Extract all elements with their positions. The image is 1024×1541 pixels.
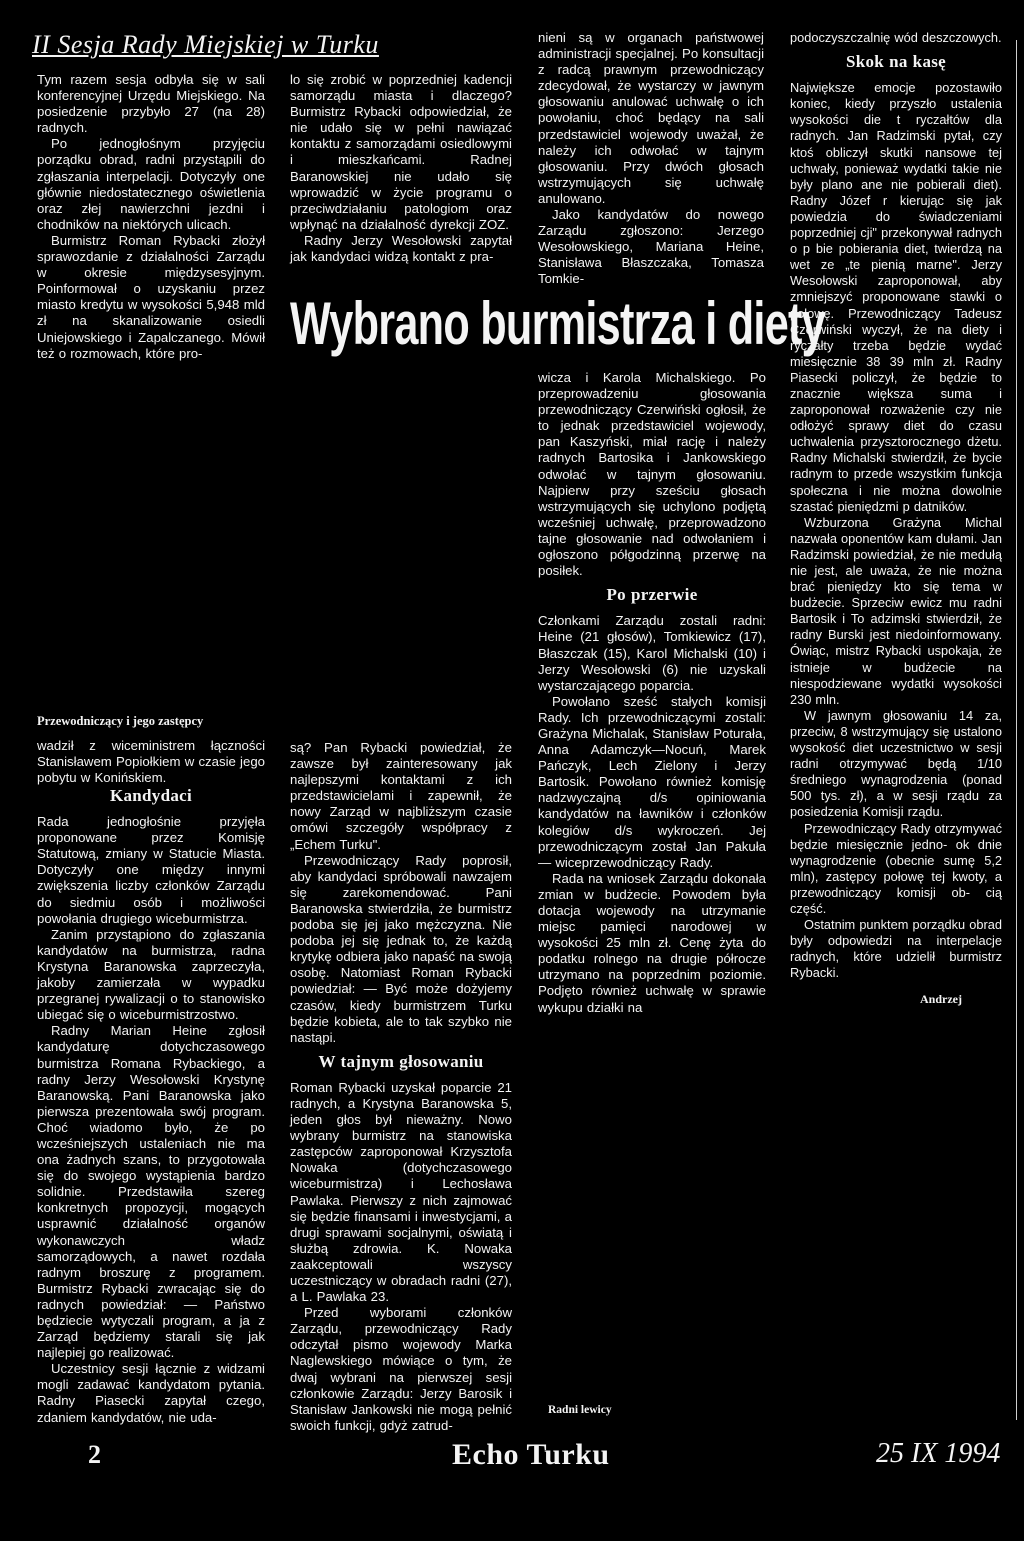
paragraph: Wzburzona Grażyna Michal nazwała oponentów kam dułami. Jan Radzimski powiedział, że nie medułą nie jest, ale uważa, że nie można brać pieniędzy kto się tema w budżecie. Sprzeciw ewicz mu radni Bartosik i To adzimski stwierdził, że radny Burski jest niedoinformowany. Ówiąc, mistrz Rybacki uspokaja, że istnieje w budżecie na niespodziewane wydatki wysokości 230 mln.: [790, 514, 1002, 707]
photo-caption-radni-lewicy: Radni lewicy: [548, 1404, 612, 1416]
issue-date: 25 IX 1994: [876, 1438, 1001, 1469]
headline: Wybrano burmistrza i diety: [290, 290, 825, 357]
paragraph: Przed wyborami członków Zarządu, przewodniczący Rady odczytał pismo wojewody Marka Naglewskiego mówiące o tym, że dwaj wybrani na pierwszej sesji członkowie Zarządu: Jerzy Barosik i Stanisław Jankowski nie mogą pełnić swoich funkcji, gdyż zatrud-: [290, 1305, 512, 1433]
section-kicker: II Sesja Rady Miejskiej w Turku: [32, 30, 379, 59]
photo-caption-presidium: [37, 712, 267, 730]
caption-bold: Przewodniczący i jego zastępcy: [37, 714, 204, 728]
column-2-top: [290, 72, 512, 265]
paragraph: Radny Jerzy Wesołowski zapytał jak kandydaci widzą kontakt z pra-: [290, 232, 512, 265]
paragraph: nieni są w organach państwowej administracji specjalnej. Po konsultacji z radcą prawnym przewodniczący zdecydował, że wystarczy w jawnym głosowaniu anulować uchwałę o ich powołaniu, choć będący na sali przedstawiciel wojewody uważał, że należy ich odwołać w tajnym głosowaniu. Przy dwóch głosach wstrzymujących się uchwałę anulowano.: [538, 30, 764, 206]
caption-text-block: [37, 738, 265, 786]
paragraph: Ostatnim punktem porządku obrad były odpowiedzi na interpelacje radnych, które udzielił burmistrz Rybacki.: [790, 917, 1002, 981]
newspaper-title: Echo Turku: [452, 1438, 610, 1471]
subhead-po-przerwie: Po przerwie: [606, 585, 698, 605]
paragraph: W jawnym głosowaniu 14 za, przeciw, 8 wstrzymujący się ustalono wysokość diet uczestnictwo w sesji radni otrzymywać będą 1/10 średniego wynagrodzenia (ponad 500 tys. zł), a w sesji rządu za posiedzenia Komisji rządu.: [790, 707, 1002, 820]
paragraph: Uczestnicy sesji łącznie z widzami mogli zadawać kandydatom pytania. Radny Piasecki zapytał czego, zdaniem kandydatów, nie uda-: [37, 1361, 265, 1425]
paragraph: Roman Rybacki uzyskał poparcie 21 radnych, a Krystyna Baranowska 5, jeden głos był nieważny. Nowo wybrany burmistrz na stanowiska zastępców zaproponował Krzysztofa Nowaka (dotychczasowego wiceburmistrza) i Lechosława Pawlaka. Pierwszy z nich zajmować się będzie finansami i inwestycjami, a drugi sprawami socjalnymi, oświatą i służbą zdrowia. K. Nowaka zaakceptowali wszyscy uczestniczący w obradach radni (27), a L. Pawlaka 23.: [290, 1079, 512, 1305]
column-2-bottom: [290, 740, 512, 1434]
paragraph: wadził z wiceministrem łączności Stanisławem Popiołkiem w czasie jego pobytu w Konińskiem.: [37, 738, 265, 786]
paragraph: podoczyszczalnię wód deszczowych.: [790, 30, 1002, 45]
paragraph: Członkami Zarządu zostali radni: Heine (21 głosów), Tomkiewicz (17), Błaszczak (15), Karol Michalski (10) i Jerzy Wesołowski (6) nie uzyskali wystarczającego poparcia.: [538, 613, 766, 693]
page-number: 2: [88, 1440, 101, 1469]
author-signature: Andrzej: [920, 992, 962, 1007]
paragraph: są? Pan Rybacki powiedział, że zawsze był zainteresowany jak najlepszymi kontaktami z ich przedstawicielami i zapewnił, że nowy Zarząd w najbliższym czasie omówi szczegóły współpracy z „Echem Turku".: [290, 740, 512, 852]
paragraph: Rada na wniosek Zarządu dokonała zmian w budżecie. Powodem była dotacja wojewody na utrzymanie miejsc pamięci narodowej w wysokości 25 mln zł. Cenę żyta do podatku rolnego na drugie półrocze utrzymano na poprzednim poziomie. Podjęto również uchwałę w sprawie wykupu działki na: [538, 870, 766, 1015]
paragraph: Zanim przystąpiono do zgłaszania kandydatów na burmistrza, radna Krystyna Baranowska zaprzeczyła, jakoby zamierzała w wypadku przegranej rywalizacji o to stanowisko ubiegać się o wiceburmistrzostwo.: [37, 926, 265, 1023]
subhead-w-tajnym-glosowaniu: W tajnym głosowaniu: [318, 1051, 484, 1071]
column-4: [790, 30, 1002, 1008]
right-edge-line: [1016, 40, 1017, 1420]
column-3-bottom: [538, 370, 766, 1016]
photo-presidium: [32, 380, 268, 705]
paragraph: Radny Marian Heine zgłosił kandydaturę dotychczasowego burmistrza Romana Rybackiego, a radny Jerzy Wesołowski Krystynę Baranowską. Pani Baranowska jako pierwsza prezentowała swój program. Choć wiadomo było, że po wcześniejszych ustaleniach nie ma ona żadnych szans, to przygotowała się do swojego wystąpienia bardzo solidnie. Przedstawiła szereg konkretnych propozycji, mogących usprawnić działalność organów wykonawczych władz samorządowych, a nawet rozdała radnym broszurę z programem. Burmistrz Rybacki zwracając się do radnych powiedział: — Państwo będziecie wytyczali program, a ja z Zarząd będziemy starali się jak najlepiej go realizować.: [37, 1023, 265, 1361]
paragraph: Powołano sześć stałych komisji Rady. Ich przewodniczącymi zostali: Grażyna Michalak, Stanisław Poturała, Anna Adamczyk—Nocuń, Marek Pańczyk, Lech Zielony i Jerzy Bartosik. Powołano również komisję nadzwyczajną d/s opiniowania kandydatów na ławników i członków kolegiów d/s wykroczeń. Jej przewodniczącym został Jan Pakuła — wiceprzewodniczący Rady.: [538, 693, 766, 870]
paragraph: Przewodniczący Rady otrzymywać będzie miesięcznie jedno- ok dnie wynagrodzenie (obecnie sumę 5,2 mln), zastępcy połowę tej kwoty, a przewodniczący komisji ob- cią część.: [790, 820, 1002, 916]
paragraph: Jako kandydatów do nowego Zarządu zgłoszono: Jerzego Wesołowskiego, Mariana Heine, Stanisława Błaszczaka, Tomasza Tomkie-: [538, 207, 764, 287]
column-1-top: [37, 72, 265, 362]
paragraph: Tym razem sesja odbyła się w sali konferencyjnej Urzędu Miejskiego. Na posiedzenie przybyło 27 (na 28) radnych.: [37, 72, 265, 136]
paragraph: wicza i Karola Michalskiego. Po przeprowadzeniu głosowania przewodniczący Czerwiński ogłosił, że to jednak przedstawiciel wojewody, pan Kaszyński, miał rację i należy radnych Bartosika i Jankowskiego odwołać w tajnym głosowaniu. Najpierw przy sześciu głosach wstrzymujących się uchylono podjętą wcześniej uchwałę, przeprowadzono tajne głosowanie nad odwołaniem i ogłoszono półgodzinną przerwę na posiłek.: [538, 370, 766, 579]
photo-radni-lewicy: [538, 1080, 766, 1400]
column-3-top: [538, 30, 764, 288]
paragraph: Największe emocje pozostawiło koniec, kiedy przyszło ustalenia wysokości die t ryczałtów dla radnych. Jan Radzimski pytał, czy ktoś obliczył skutki nansowe tej uchwały, ponieważ wydatki takie nie były plano ane nie pobierali diet). Radny Józef r kierując się jak powiedzia do świadczeniami poprzedniej cji" przekonywał radnych o p bie pobierania diet, twierdzą na wet ze „te pienią marne". Jerzy Wesołowski zaproponował, aby zmniejszyć proponowane stawki o połowę. Przewodniczący Tadeusz Czerwiński wyczył, że na diety i ryczałty trzeba będzie wydać miesięcznie 38 39 mln zł. Radny Piasecki policzył, że będzie to znacznie większa suma i zaproponował rozważenie czy nie odłożyć sprawy diet do czasu uchwalenia przysztorocznego dżetu. Radny Michalski stwierdził, że bycie radnym to przede wszystkim funkcja społeczna i nie można dowolnie szastać pieniędzmi p datników.: [790, 80, 1002, 514]
column-1-bottom: [37, 788, 265, 1426]
paragraph: lo się zrobić w poprzedniej kadencji samorządu miasta i dlaczego? Burmistrz Rybacki odpowiedział, że nie udało się w pełni nawiązać kontaktu z samorządami osiedlowymi i mieszkańcami. Radnej Baranowskiej nie udało się wprowadzić w życie programu o przeciwdziałaniu patologiom oraz wpłynąć na działalność dyrekcji ZOZ.: [290, 72, 512, 232]
subhead-skok-na-kase: Skok na kasę: [845, 52, 947, 72]
paragraph: Burmistrz Roman Rybacki złożył sprawozdanie z działalności Zarządu w okresie międzysesyjnym. Poinformował o uzyskaniu przez miasto kredytu w wysokości 5,948 mld zł na skanalizowanie osiedli Uniejowskiego i Zapalczanego. Mówił też o rozmowach, które pro-: [37, 232, 265, 361]
paragraph: Przewodniczący Rady poprosił, aby kandydaci spróbowali nawzajem się zarekomendować. Pani Baranowska stwierdziła, że burmistrz podoba się jej jako mężczyzna. Nie podoba jej się jednak to, że każdą krytykę odbiera jako napaść na swoją osobę. Natomiast Roman Rybacki powiedział: — Być może dożyjemy czasów, kiedy burmistrzem Turku będzie kobieta, ale to tak szybko nie nastąpi.: [290, 852, 512, 1045]
paragraph: Po jednogłośnym przyjęciu porządku obrad, radni przystąpili do zgłaszania interpelacji. Dotyczyły one głównie niedostatecznego oświetlenia oraz złej nawierzchni jezdni i chodników na niektórych ulicach.: [37, 136, 265, 232]
paragraph: Rada jednogłośnie przyjęła proponowane przez Komisję Statutową, zmiany w Statucie Miasta. Dotyczyły one między innymi zwiększenia liczby członków Zarządu do siedmiu osób i możliwości powołania drugiego wiceburmistrza.: [37, 814, 265, 926]
subhead-kandydaci: Kandydaci: [109, 786, 193, 805]
